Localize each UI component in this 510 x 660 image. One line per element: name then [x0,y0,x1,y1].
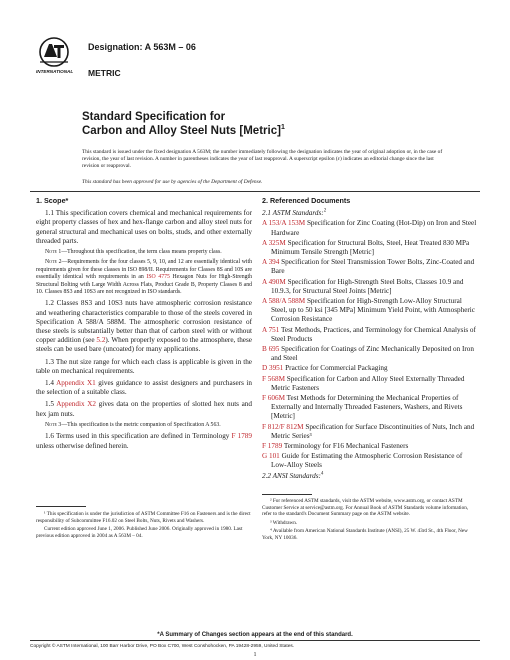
paragraph-1-3: 1.3 The nut size range for which each class is applicable is given in the table on mechanical requirements. [36,357,252,375]
reference-title: Specification for Zinc Coating (Hot-Dip) on Iron and Steel Hardware [271,219,477,237]
paragraph-1-2 [36,299,252,354]
note-2-text-b: Hexagon Nuts for High-Strength Structural Bolting with Large Width Across Flats, Product Grade B, Property Classes 8 and 10. Classes 8S3 and 10S3 are not recognized in ISO standards. [36,274,253,296]
reference-title: Specification for Structural Bolts, Steel, Heat Treated 830 MPa Minimum Tensile Strength [Metric] [271,238,470,257]
reference-item [262,442,478,451]
reference-title: Specification for Carbon and Alloy Steel Externally Threaded Metric Fasteners [271,374,465,392]
footnote-2: ² For referenced ASTM standards, visit the ASTM website, www.astm.org, or contact ASTM Customer Service at service@astm.org. For Annual Book of ASTM Standards volume information, refer to the standard's Document Summary page on the ASTM website. [262,498,469,517]
footer-divider [30,640,480,641]
note-2 [36,259,252,296]
reference-item [262,375,478,393]
paragraph-1-2-a: 1.2 Classes 8S3 and 10S3 nuts have atmospheric corrosion resistance and weathering characteristics comparable to those of the steels covered in Specification A 588/A 588M. The atmospheric corrosion resistance of these steels is substantially better than that of carbon steel with or without copper addition (see [36,299,252,345]
reference-title: Specification for Surface Discontinuities of Nuts, Inch and Metric Series³ [271,422,475,440]
reference-code-link[interactable]: F 1789 [262,442,283,451]
designation: Designation: A 563M – 06 [88,42,196,52]
reference-code-link[interactable]: F 606M [262,394,285,403]
reference-code-link[interactable]: F 568M [262,374,285,383]
ansi-standards-text: 2.2 ANSI Standards: [262,471,321,480]
footnote-3: ³ Withdrawn. [270,519,298,526]
left-column [36,196,252,454]
reference-item [262,394,478,422]
astm-standards-label [262,209,478,218]
reference-code-link[interactable]: B 695 [262,345,280,354]
footnote-4: ⁴ Available from American National Standards Institute (ANSI), 25 W. 43rd St., 4th Floor, New York, NY 10036. [262,528,468,541]
astm-standards-footnote-mark: 2 [323,208,327,214]
reference-code-link[interactable]: A 751 [262,325,280,334]
paragraph-1-4-b: gives guidance to assist designers and purchasers in the selection of a suitable class. [36,379,252,397]
paragraph-1-2-b: ). When properly exposed to the atmosphere, these steels can be used bare (uncoated) for many applications. [36,336,252,354]
document-title [82,110,285,138]
paragraph-1-4-a: 1.4 [45,379,57,388]
title-line-2-text: Carbon and Alloy Steel Nuts [Metric] [82,125,281,137]
copyright-line: Copyright © ASTM International, 100 Barr Harbor Drive, PO Box C700, West Conshohocken, PA 19428-2959, United States. [30,644,295,649]
reference-code-link[interactable]: G 101 [262,452,280,461]
reference-title: Specification for High-Strength Steel Bolts, Classes 10.9 and 10.9.3, for Structural Steel Joints [Metric] [271,277,464,295]
logo-label: INTERNATIONAL [36,69,74,74]
paragraph-1-6-a: 1.6 Terms used in this specification are defined in Terminology [45,432,232,441]
reference-list [262,219,478,470]
title-footnote-mark: 1 [280,124,285,132]
reference-item [262,258,478,276]
summary-of-changes-note: *A Summary of Changes section appears at the end of this standard. [157,632,353,638]
title-line-1: Standard Specification for [82,111,226,123]
link-appendix-x1[interactable]: Appendix X1 [56,379,96,388]
note-2-text-a: —Requirements for the four classes 5, 9, 10, and 12 are essentially identical with requirements given for these classes in ISO 898/II. Requirements for Classes 8S and 10S are essentially identical with requirements in an [36,259,252,281]
reference-code-link[interactable]: A 490M [262,277,286,286]
reference-item [262,297,478,325]
astm-standards-text: 2.1 ASTM Standards: [262,209,324,218]
footnote-1-edition: Current edition approved June 1, 2006. Published June 2006. Originally approved in 1980. Last previous edition approved in 2004 as A 563M – 04. [36,526,243,539]
reference-code-link[interactable]: A 588/A 588M [262,297,306,306]
paragraph-1-5 [36,400,252,418]
footnote-divider-left [36,506,86,507]
note-3-text: —This specification is the metric companion of Specification A 563. [61,421,221,428]
reference-item [262,239,478,257]
reference-item [262,326,478,344]
link-appendix-x2[interactable]: Appendix X2 [56,400,96,409]
reference-title: Terminology for F16 Mechanical Fasteners [282,442,409,451]
header-divider [30,191,480,192]
paragraph-1-4 [36,379,252,397]
note-1-label: Note 1 [45,249,62,256]
note-2-label: Note 2 [45,259,62,266]
reference-item [262,364,478,373]
reference-code-link[interactable]: A 153/A 153M [262,219,306,228]
dod-approval-note: This standard has been approved for use by agencies of the Department of Defense. [82,179,263,185]
reference-item [262,219,478,237]
link-f-1789[interactable]: F 1789 [231,432,252,441]
footnote-divider-right [262,494,312,495]
note-1-text: —Throughout this specification, the term class means property class. [61,249,222,256]
paragraph-1-1: 1.1 This specification covers chemical and mechanical requirements for eight property classes of hex and hex-flange carbon and alloy steel nuts for general structural and mechanical uses on bolts, studs, and other externally threaded parts. [36,209,252,245]
footnotes-right [262,498,478,543]
reference-title: Specification for Coatings of Zinc Mechanically Deposited on Iron and Steel [271,345,474,363]
reference-code-link[interactable]: A 325M [262,238,286,247]
reference-title: Specification for High-Strength Low-Alloy Structural Steel, up to 50 ksi [345 MPa] Minimum Yield Point, with Atmospheric Corrosion Resistance [271,297,475,324]
reference-item [262,345,478,363]
paragraph-1-6 [36,432,252,450]
ansi-standards-label [262,472,478,481]
footnotes-left [36,511,252,541]
reference-code-link[interactable]: F 812/F 812M [262,422,304,431]
note-1 [36,249,252,256]
section-heading-referenced-documents: 2. Referenced Documents [262,196,351,205]
reference-item [262,423,478,441]
reference-title: Guide for Estimating the Atmospheric Corrosion Resistance of Low-Alloy Steels [271,452,463,470]
ansi-standards-footnote-mark: 4 [320,471,324,477]
note-3-label: Note 3 [45,421,62,428]
right-column [262,196,478,482]
link-section-5-2[interactable]: 5.2 [96,336,106,345]
note-3 [36,422,252,429]
title-line-2 [82,124,285,138]
reference-title: Test Methods, Practices, and Terminology for Chemical Analysis of Steel Products [271,325,476,343]
reference-title: Test Methods for Determining the Mechanical Properties of Externally and Internally Threaded Fasteners, Washers, and Rivets [Metric] [271,394,463,421]
reference-code-link[interactable]: A 394 [262,258,280,267]
paragraph-1-5-b: gives data on the properties of slotted hex nuts and hex jam nuts. [36,400,252,418]
reference-item [262,452,478,470]
reference-item [262,278,478,296]
reference-title: Specification for Steel Transmission Tower Bolts, Zinc-Coated and Bare [271,258,475,276]
reference-code-link[interactable]: D 3951 [262,364,284,373]
astm-logo [36,36,82,78]
paragraph-1-6-b: unless otherwise defined herein. [36,441,129,450]
reference-title: Practice for Commercial Packaging [283,364,388,373]
issuance-note: This standard is issued under the fixed designation A 563M; the number immediately following the designation indicates the year of original adoption or, in the case of revision, the year of last revision. A number in parentheses indicates the year of last reapproval. A superscript epsilon (ε) indicates an editorial change since the last revision or reapproval. [82,149,443,169]
paragraph-1-5-a: 1.5 [45,400,57,409]
metric-label: METRIC [88,68,121,78]
section-heading-scope: 1. Scope* [36,196,69,205]
link-iso-4775[interactable]: ISO 4775 [146,274,170,281]
footnote-1: ¹ This specification is under the jurisdiction of ASTM Committee F16 on Fasteners and is the direct responsibility of Subcommittee F16.02 on Steel Bolts, Nuts, Rivets and Washers. [36,511,251,524]
page-number: 1 [253,652,257,658]
